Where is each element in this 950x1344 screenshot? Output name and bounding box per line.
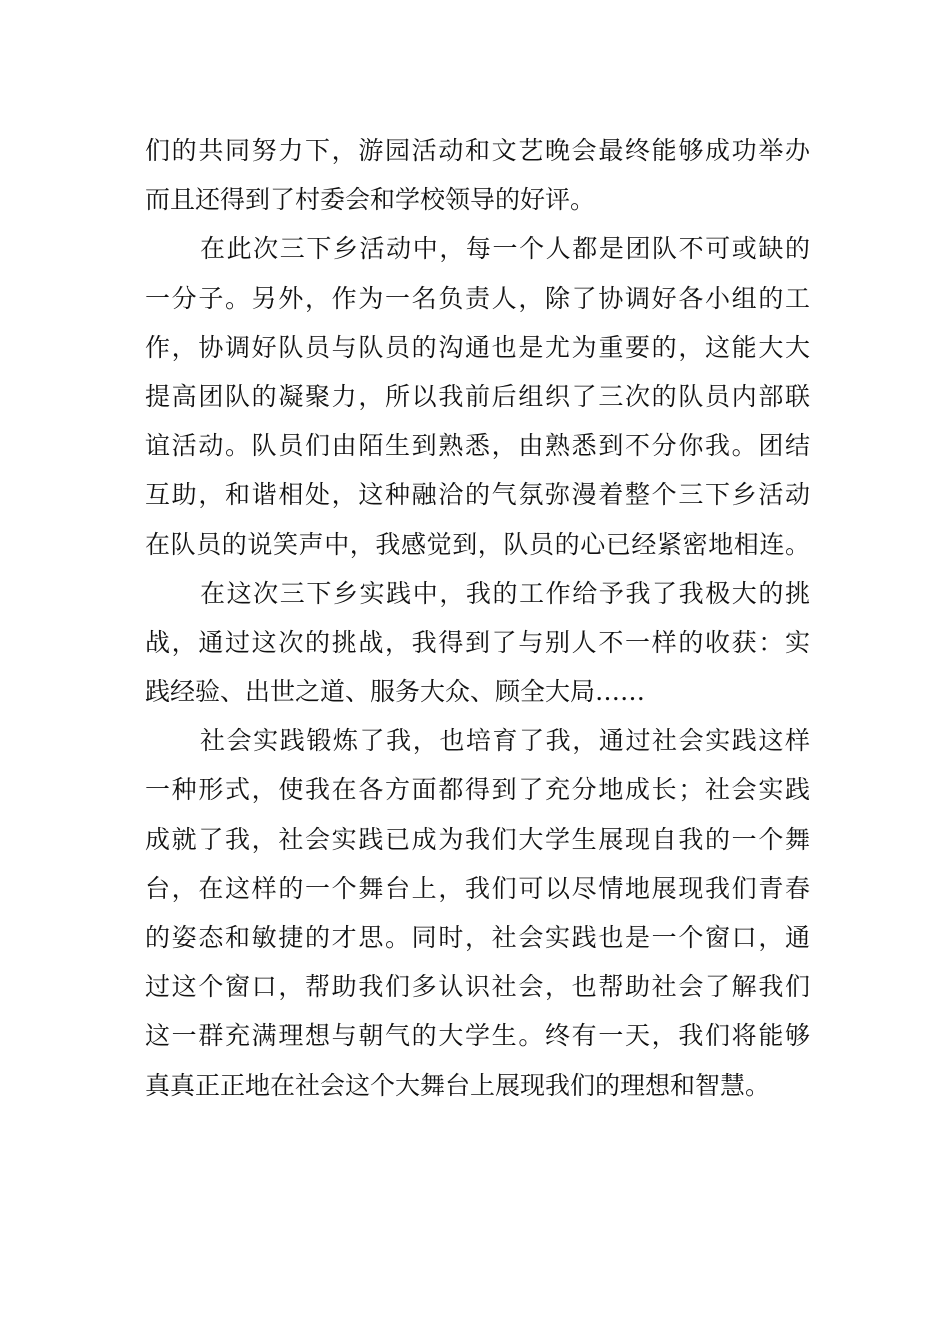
text-line: 一种形式，使我在各方面都得到了充分地成长；社会实践	[145, 775, 810, 805]
text-line: 而且还得到了村委会和学校领导的好评。	[145, 185, 596, 215]
text-line: 在队员的说笑声中，我感觉到，队员的心已经紧密地相连。	[145, 529, 810, 559]
paragraph-start-line: 社会实践锻炼了我，也培育了我，通过社会实践这样	[200, 726, 810, 756]
text-line: 台，在这样的一个舞台上，我们可以尽情地展现我们青春	[145, 873, 810, 903]
text-line: 这一群充满理想与朝气的大学生。终有一天，我们将能够	[145, 1021, 810, 1051]
text-line: 过这个窗口，帮助我们多认识社会，也帮助社会了解我们	[145, 972, 810, 1002]
text-line: 成就了我，社会实践已成为我们大学生展现自我的一个舞	[145, 824, 810, 854]
paragraph-start-line: 在此次三下乡活动中，每一个人都是团队不可或缺的	[200, 234, 810, 264]
text-line: 谊活动。队员们由陌生到熟悉，由熟悉到不分你我。团结	[145, 431, 810, 461]
text-line: 的姿态和敏捷的才思。同时，社会实践也是一个窗口，通	[145, 923, 810, 952]
paragraph-start-line: 在这次三下乡实践中，我的工作给予我了我极大的挑	[200, 578, 810, 608]
text-line: 真真正正地在社会这个大舞台上展现我们的理想和智慧。	[145, 1070, 771, 1100]
document-body	[145, 126, 810, 1110]
text-line: 战，通过这次的挑战，我得到了与别人不一样的收获：实	[145, 627, 810, 657]
text-line: 一分子。另外，作为一名负责人，除了协调好各小组的工	[145, 283, 810, 313]
text-line: 们的共同努力下，游园活动和文艺晚会最终能够成功举办	[145, 136, 810, 165]
text-line: 作，协调好队员与队员的沟通也是尤为重要的，这能大大	[145, 332, 810, 362]
text-line: 践经验、出世之道、服务大众、顾全大局……	[145, 677, 646, 707]
text-line: 互助，和谐相处，这种融洽的气氛弥漫着整个三下乡活动	[145, 480, 810, 510]
text-line: 提高团队的凝聚力，所以我前后组织了三次的队员内部联	[145, 381, 810, 411]
